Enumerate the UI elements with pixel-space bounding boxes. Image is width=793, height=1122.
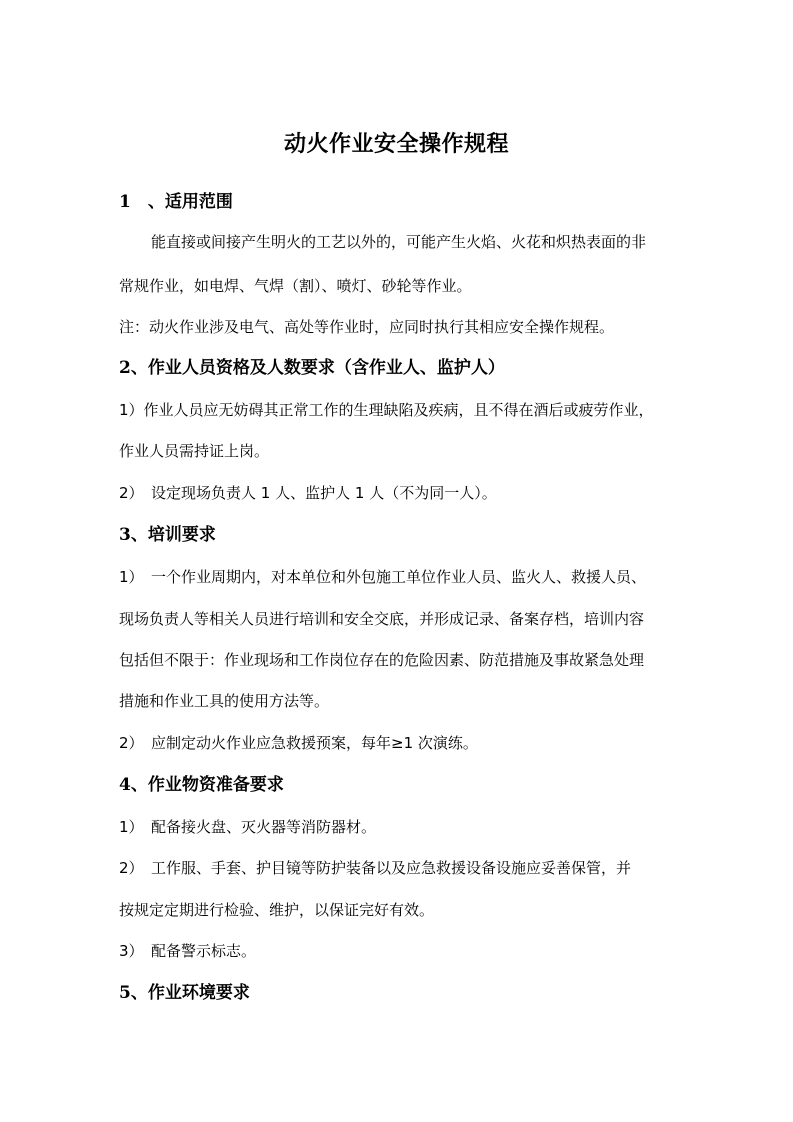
list-item-line: 1） 一个作业周期内，对本单位和外包施工单位作业人员、监火人、救援人员、 [119,568,647,586]
section-heading: 4、作业物资准备要求 [119,775,284,795]
list-item-line: 3） 配备警示标志。 [119,942,257,960]
paragraph-line: 能直接或间接产生明火的工艺以外的，可能产生火焰、火花和炽热表面的非 [151,233,647,251]
section-heading: 1 、适用范围 [119,192,233,212]
paragraph-line: 常规作业，如电焊、气焊（割）、喷灯、砂轮等作业。 [119,277,472,295]
section-heading: 3、培训要求 [119,525,216,545]
list-item-line: 2） 应制定动火作业应急救援预案，每年≥1 次演练。 [119,734,478,752]
list-item-line: 1） 配备接火盘、灭火器等消防器材。 [119,818,377,836]
list-item-line: 2） 工作服、手套、护目镜等防护装备以及应急救援设备设施应妥善保管，并 [119,859,632,877]
list-item-line: 2） 设定现场负责人 1 人、监护人 1 人（不为同一人）。 [119,484,497,502]
section-heading: 2、作业人员资格及人数要求（含作业人、监护人） [119,358,505,378]
list-item-line: 包括但不限于：作业现场和工作岗位存在的危险因素、防范措施及事故紧急处理 [119,651,645,669]
list-item-line: 1）作业人员应无妨碍其正常工作的生理缺陷及疾病，且不得在酒后或疲劳作业， [119,401,654,419]
document-title: 动火作业安全操作规程 [283,131,509,157]
list-item-line: 作业人员需持证上岗。 [119,442,270,460]
note-line: 注：动火作业涉及电气、高处等作业时，应同时执行其相应安全操作规程。 [119,318,615,336]
section-heading: 5、作业环境要求 [119,983,250,1003]
list-item-line: 按规定定期进行检验、维护，以保证完好有效。 [119,901,435,919]
list-item-line: 现场负责人等相关人员进行培训和安全交底，并形成记录、备案存档，培训内容 [119,610,645,628]
list-item-line: 措施和作业工具的使用方法等。 [119,692,330,710]
